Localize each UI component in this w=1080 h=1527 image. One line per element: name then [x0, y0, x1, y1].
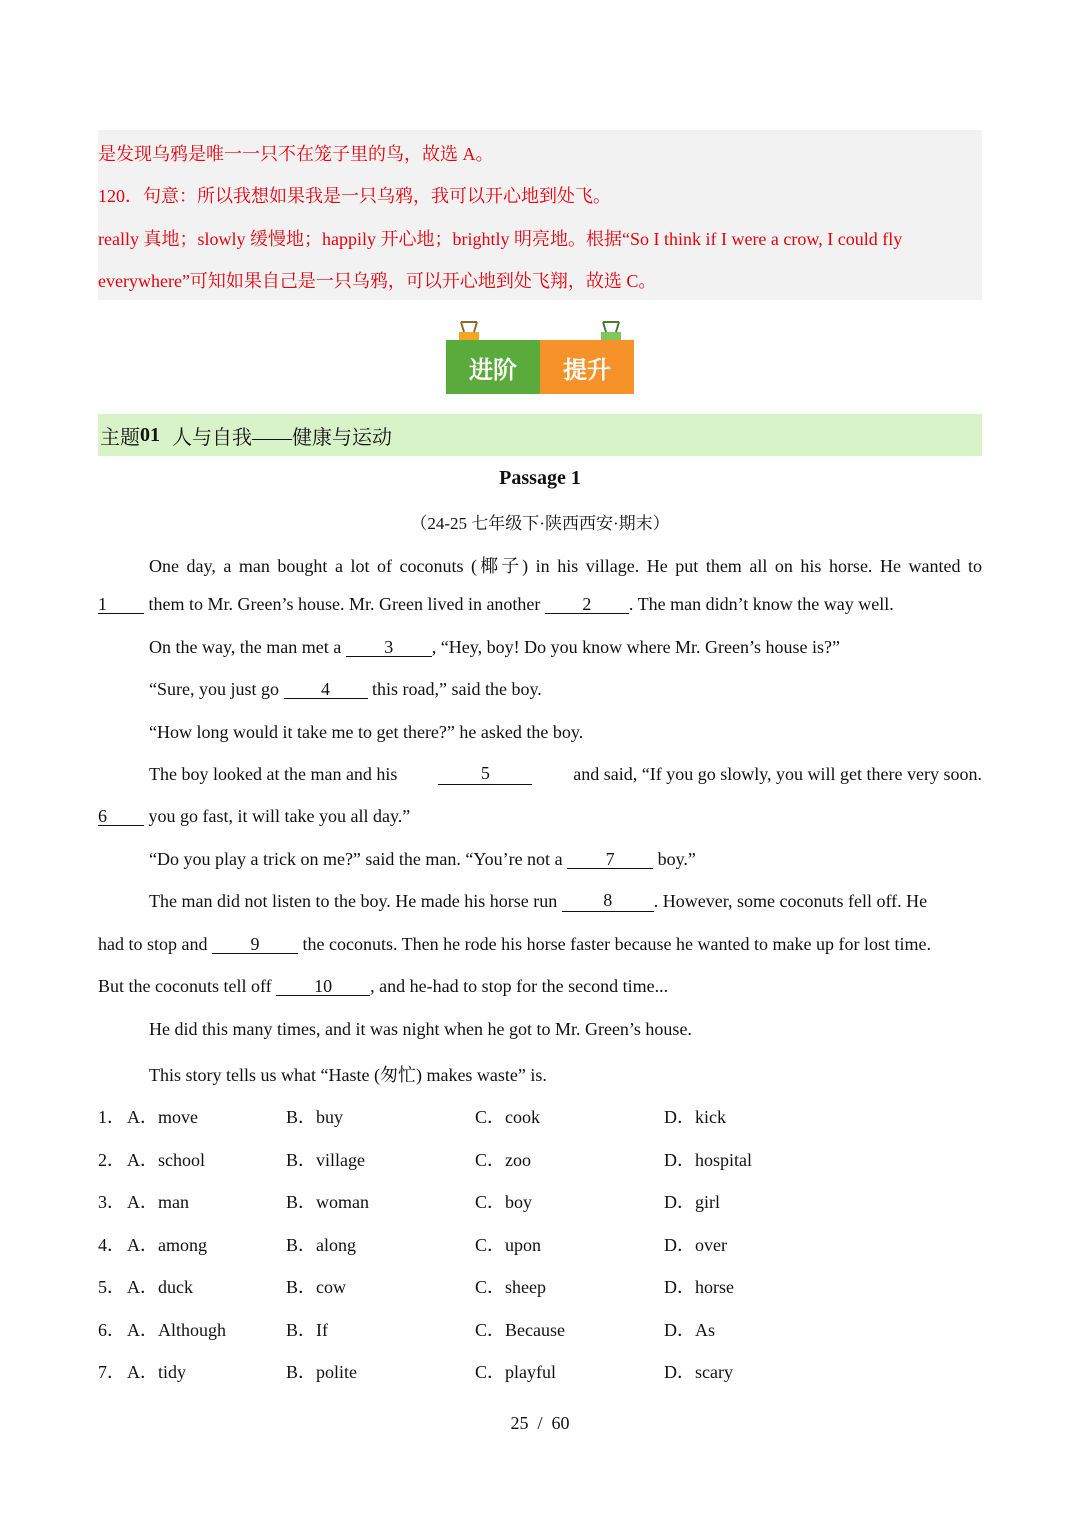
- option-d: D．As: [664, 1320, 716, 1340]
- passage-line: 1 them to Mr. Green’s house. Mr. Green lived in another 2 . The man didn’t know the way well.: [98, 594, 894, 614]
- answer-line: really 真地；slowly 缓慢地；happily 开心地；brightly 明亮地。根据“So I think if I were a crow, I could fly: [98, 229, 903, 249]
- option-b: B．If: [286, 1320, 328, 1340]
- option-a: A．school: [127, 1150, 205, 1170]
- blank-3: 3: [346, 638, 432, 657]
- blank-10: 10: [276, 977, 370, 996]
- question-number: 5．: [98, 1277, 125, 1297]
- question-options-row: [98, 1103, 998, 1127]
- option-b: B．woman: [286, 1192, 369, 1212]
- topic-header: [98, 414, 982, 456]
- question-options-row: [98, 1316, 998, 1340]
- blank-9: 9: [212, 935, 298, 954]
- passage-paragraph: This story tells us what “Haste (匆忙) makes waste” is.: [149, 1065, 547, 1085]
- option-a: A．move: [127, 1107, 198, 1127]
- question-number: 4．: [98, 1235, 125, 1255]
- blank-6: 6: [98, 807, 144, 826]
- option-c: C．Because: [475, 1320, 565, 1340]
- option-d: D．horse: [664, 1277, 734, 1297]
- question-number: 6．: [98, 1320, 125, 1340]
- topic-prefix: 主题: [100, 426, 140, 449]
- option-b: B．buy: [286, 1107, 344, 1127]
- question-options-row: [98, 1188, 998, 1212]
- question-options-row: [98, 1146, 998, 1170]
- passage-line: The man did not listen to the boy. He made his horse run 8 . However, some coconuts fell off. He: [149, 890, 928, 911]
- question-number: 1．: [98, 1107, 125, 1127]
- option-a: A．duck: [127, 1277, 193, 1297]
- blank-2: 2: [545, 595, 629, 614]
- advanced-section-badge: [446, 320, 634, 396]
- blank-5: 5: [438, 764, 532, 785]
- option-d: D．kick: [664, 1107, 726, 1127]
- option-c: C．upon: [475, 1235, 542, 1255]
- answer-line: everywhere”可知如果自己是一只乌鸦，可以开心地到处飞翔，故选 C。: [98, 271, 657, 291]
- passage-line: had to stop and 9 the coconuts. Then he rode his horse faster because he wanted to make up for lost time.: [98, 934, 931, 954]
- passage-line: But the coconuts tell off 10 , and he-had to stop for the second time...: [98, 976, 669, 996]
- passage-title: Passage 1: [499, 467, 581, 489]
- option-c: C．sheep: [475, 1277, 546, 1297]
- option-a: A．man: [127, 1192, 189, 1212]
- option-c: C．playful: [475, 1362, 556, 1382]
- option-c: C．cook: [475, 1107, 540, 1127]
- passage-paragraph: “How long would it take me to get there?” he asked the boy.: [149, 722, 584, 742]
- option-b: B．along: [286, 1235, 356, 1255]
- question-options-row: [98, 1358, 998, 1382]
- blank-7: 7: [567, 850, 653, 869]
- topic-number: 01: [140, 423, 160, 446]
- option-c: C．zoo: [475, 1150, 531, 1170]
- blank-8: 8: [562, 891, 654, 912]
- question-number: 7．: [98, 1362, 125, 1382]
- answer-line: 120．句意：所以我想如果我是一只乌鸦，我可以开心地到处飞。: [98, 186, 611, 206]
- question-number: 3．: [98, 1192, 125, 1212]
- blank-4: 4: [284, 680, 368, 699]
- passage-source: （24-25 七年级下·陕西西安·期末）: [410, 514, 670, 533]
- passage-line: 6 you go fast, it will take you all day.”: [98, 806, 411, 826]
- badge-left-label: 进阶: [446, 340, 540, 394]
- option-a: A．among: [127, 1235, 207, 1255]
- answer-line: 是发现乌鸦是唯一一只不在笼子里的鸟，故选 A。: [98, 144, 494, 164]
- passage-line: On the way, the man met a 3 , “Hey, boy! Do you know where Mr. Green’s house is?”: [149, 637, 841, 657]
- passage-paragraph: One day, a man bought a lot of coconuts (椰子) in his village. He put them all on his horse. He wanted to: [149, 556, 982, 576]
- option-b: B．village: [286, 1150, 365, 1170]
- passage-line: “Sure, you just go 4 this road,” said the boy.: [149, 679, 542, 699]
- passage-line: The boy looked at the man and his 5 and said, “If you go slowly, you will get there very soon.: [149, 763, 982, 784]
- option-b: B．polite: [286, 1362, 357, 1382]
- question-options-row: [98, 1273, 998, 1297]
- option-d: D．scary: [664, 1362, 733, 1382]
- badge-right-label: 提升: [540, 340, 634, 394]
- option-c: C．boy: [475, 1192, 533, 1212]
- option-d: D．girl: [664, 1192, 720, 1212]
- passage-line: “Do you play a trick on me?” said the man. “You’re not a 7 boy.”: [149, 849, 696, 869]
- page-number: 25 / 60: [510, 1413, 570, 1433]
- option-d: D．hospital: [664, 1150, 752, 1170]
- blank-1: 1: [98, 595, 144, 614]
- option-a: A．Although: [127, 1320, 226, 1340]
- question-options-row: [98, 1231, 998, 1255]
- option-d: D．over: [664, 1235, 727, 1255]
- option-a: A．tidy: [127, 1362, 187, 1382]
- option-b: B．cow: [286, 1277, 346, 1297]
- topic-title: 人与自我——健康与运动: [162, 426, 392, 449]
- question-number: 2．: [98, 1150, 125, 1170]
- passage-paragraph: He did this many times, and it was night when he got to Mr. Green’s house.: [149, 1019, 692, 1039]
